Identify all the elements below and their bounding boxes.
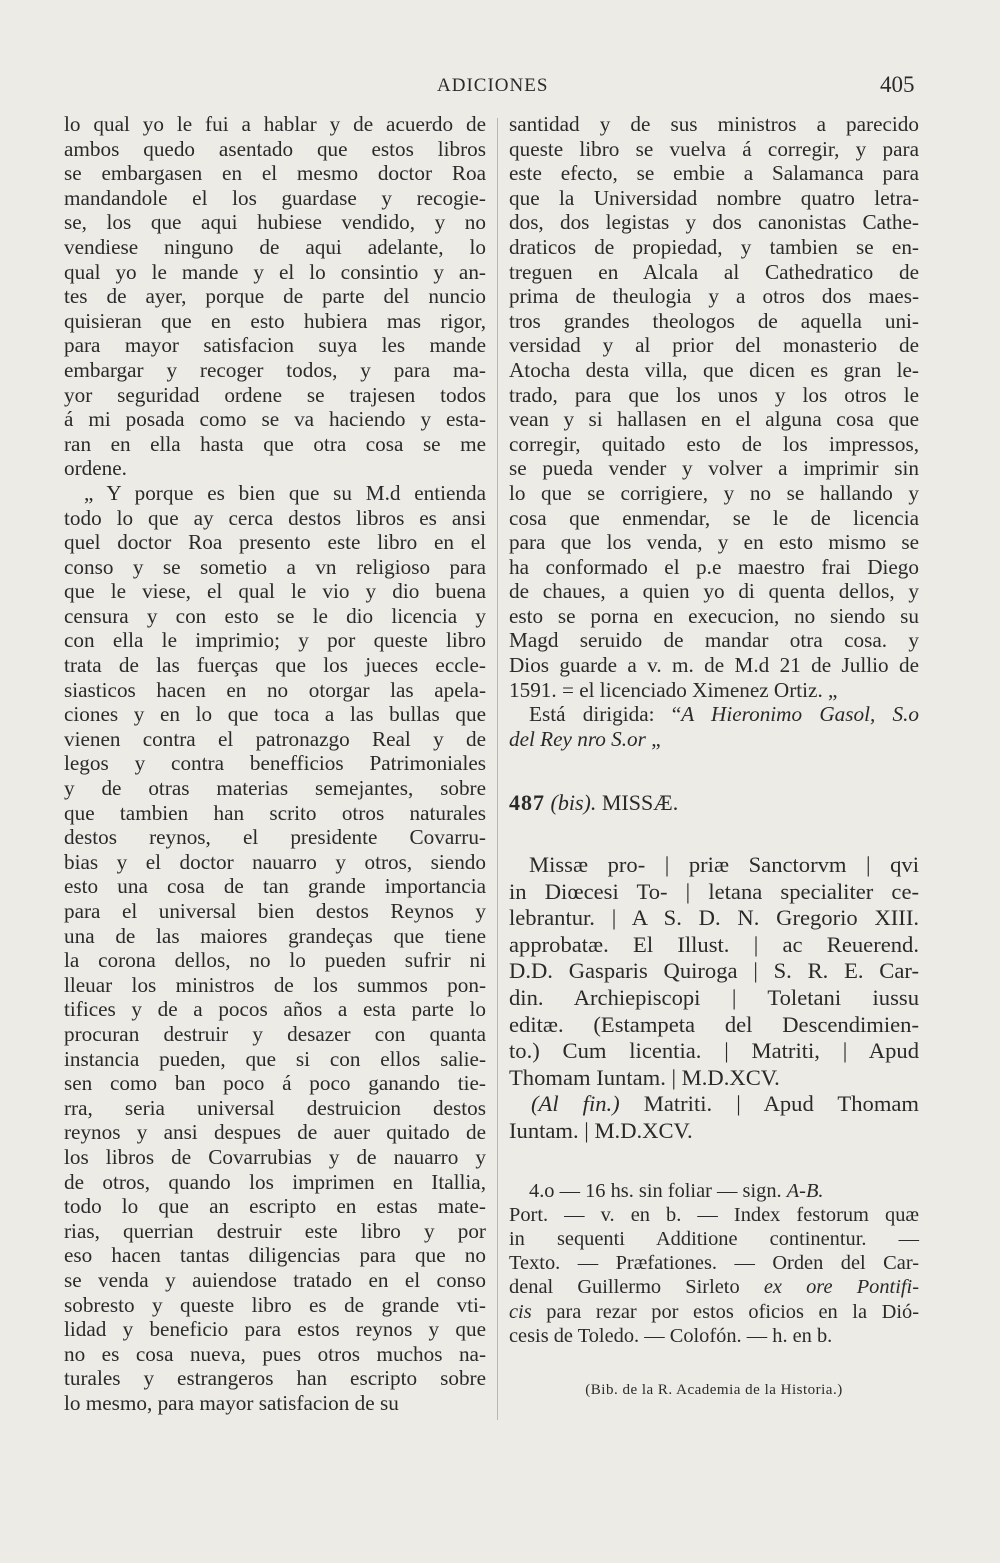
text-line: bias y el doctor nauarro y otros, siendo	[64, 849, 486, 874]
text-line: se, los que aqui hubiese vendido, y no	[64, 210, 486, 235]
title-line: editæ. (Estampeta del Descendimien-	[509, 1011, 919, 1037]
text-line: tes de ayer, porque de parte del nuncio	[64, 284, 486, 309]
title-line: in Diœcesi To- | letana specialiter ce-	[509, 878, 919, 904]
text-line: ran en ella hasta que otra cosa se me	[64, 431, 486, 456]
text-line: lo qual yo le fui a hablar y de acuerdo de	[64, 112, 486, 136]
text-line: vendiese ninguno de aqui adelante, lo	[64, 234, 486, 259]
description-line: in sequenti Additione continentur. —	[509, 1227, 919, 1250]
text-line: este efecto, se embie a Salamanca para	[509, 161, 919, 186]
entry-bis: (bis).	[550, 790, 597, 816]
text-line: rra, seria universal destruicion destos	[64, 1095, 486, 1120]
text-line: lo mesmo, para mayor satisfacion de su	[64, 1390, 399, 1415]
colophon-line-2: Iuntam. | M.D.XCV.	[509, 1117, 693, 1143]
running-head	[0, 72, 1000, 102]
text-line: destos reynos, el presidente Covarru-	[64, 825, 486, 850]
text-line: mandandole el los guardase y recogie-	[64, 185, 486, 210]
text-line: se pueda vender y volver a imprimir sin	[509, 456, 919, 481]
text-line: ordene.	[64, 456, 127, 481]
title-line: approbatæ. El Illust. | ac Reuerend.	[509, 931, 919, 957]
source-note: (Bib. de la R. Academia de la Historia.)	[585, 1381, 843, 1398]
text-line: 1591. = el licenciado Ximenez Ortiz. „	[509, 677, 838, 702]
text-line: qual yo le mande y el lo consintio y an-	[64, 259, 486, 284]
text-line: todo lo que an escripto en estas mate-	[64, 1194, 486, 1219]
title-line: lebrantur. | A S. D. N. Gregorio XIII.	[509, 905, 919, 931]
text-line: vienen contra el patronazgo Real y de	[64, 726, 486, 751]
text-line: lleuar los ministros de los summos pon-	[64, 972, 486, 997]
text-line: „ Y porque es bien que su M.d entienda	[84, 480, 486, 505]
text-line: rias, querrian destruir este libro y por	[64, 1218, 486, 1243]
entry-heading	[509, 791, 919, 816]
text-line: para el universal bien destos Reynos y	[64, 899, 486, 923]
text-line: eso hacen tantas diligencias para que no	[64, 1243, 486, 1268]
text-line: dos, dos legistas y dos canonistas Cathe-	[509, 210, 919, 235]
text-line: instancia pueden, que si con ellos salie-	[64, 1046, 486, 1071]
text-line: esto una cosa de tan grande importancia	[64, 874, 486, 899]
text-line: santidad y de sus ministros a parecido	[509, 112, 919, 136]
text-line: siasticos hacen en no otorgar las apela-	[64, 677, 486, 702]
text-line: prima de theulogia y a otros dos maes-	[509, 284, 919, 309]
text-line: embargar y recoger todos, y para ma-	[64, 357, 486, 382]
text-line: yor seguridad ordene se trajesen todos	[64, 382, 486, 407]
text-line: sobresto y queste libro es de grande vti-	[64, 1292, 486, 1317]
addressee-name: A Hieronimo Gasol, S.o	[681, 702, 920, 727]
entry-title: MISSÆ.	[601, 790, 679, 816]
title-line: Thomam Iuntam. | M.D.XCV.	[509, 1064, 780, 1090]
title-line: to.) Cum licentia. | Matriti, | Apud	[509, 1038, 919, 1064]
column-divider	[497, 118, 498, 1420]
text-line: procuran destruir y desazer con quanta	[64, 1021, 486, 1046]
page-number: 405	[880, 72, 915, 97]
title-line: Missæ pro- | priæ Sanctorvm | qvi	[529, 852, 919, 878]
description-line: cis para rezar por estos oficios en la Dió-	[509, 1300, 919, 1323]
text-line: no es cosa nueva, pues otros muchos na-	[64, 1341, 486, 1366]
text-line: para mayor satisfacion suya les mande	[64, 333, 486, 358]
letter-continuation	[509, 112, 919, 702]
text-line: reynos y ansi despues de auer quitado de	[64, 1120, 486, 1145]
text-line: turales y estrangeros han escripto sobre	[64, 1366, 486, 1391]
text-line: tifices y de a pocos años a esta parte lo	[64, 997, 486, 1022]
text-line: Atocha desta villa, que dicen es gran le-	[509, 357, 919, 382]
description-line: Port. — v. en b. — Index festorum quæ	[509, 1203, 919, 1226]
text-line: Dios guarde a v. m. de M.d 21 de Jullio de	[509, 653, 919, 678]
text-line: treguen en Alcala al Cathedratico de	[509, 259, 919, 284]
text-line: conso y se sometio a vn religioso para	[64, 554, 486, 579]
text-line: corregir, quitado esto de los impressos,	[509, 431, 919, 456]
collation-line: 4.o — 16 hs. sin foliar — sign. A-B.	[529, 1179, 824, 1202]
text-line: se venda y auiendose tratado en el conso	[64, 1267, 486, 1292]
text-line: lo que se corrigiere, y no se hallando y	[509, 480, 919, 505]
text-line: ambos quedo asentado que estos libros	[64, 136, 486, 161]
text-line: con ella le imprimio; y por queste libro	[64, 628, 486, 653]
colophon-line: (Al fin.) Matriti. | Apud Thomam	[531, 1091, 920, 1117]
text-line: que tambien han scrito otros naturales	[64, 800, 486, 825]
text-line: la corona dellos, no lo pueden sufrir ni	[64, 948, 486, 973]
colophon-label: (Al fin.)	[531, 1091, 620, 1117]
text-line: tros grandes theologos de aquella uni-	[509, 308, 919, 333]
text-line: ha conformado el p.e maestro frai Diego	[509, 554, 919, 579]
text-line: y de otras materias semejantes, sobre	[64, 776, 486, 801]
addressee-line-2: del Rey nro S.or „	[509, 726, 661, 751]
title-line: din. Archiepiscopi | Toletani iussu	[509, 985, 919, 1010]
text-line: todo lo que ay cerca destos libros es ansi	[64, 505, 486, 530]
text-line: se embargasen en el mesmo doctor Roa	[64, 161, 486, 186]
description-line: cesis de Toledo. — Colofón. — h. en b.	[509, 1324, 833, 1347]
text-line: quel doctor Roa presento este libro en el	[64, 530, 486, 555]
text-line: vean y si hallasen en el alguna cosa que	[509, 407, 919, 432]
text-line: los libros de Covarrubias y de nauarro y	[64, 1144, 486, 1169]
running-title: ADICIONES	[437, 75, 549, 96]
text-line: cosa que enmendar, se le de licencia	[509, 505, 919, 530]
right-column	[509, 112, 919, 1403]
text-line: lidad y beneficio para estos reynos y que	[64, 1317, 486, 1342]
book-title-transcription	[509, 852, 919, 1145]
text-line: Magd seruido de mandar otra cosa. y	[509, 628, 919, 653]
text-line: legos y contra benefficios Patrimoniales	[64, 751, 486, 776]
text-line: trado, para que los unos y los otros le	[509, 382, 919, 407]
text-line: de chaues, a quien yo di quenta dellos, y	[509, 579, 919, 604]
addressee-title: del Rey nro S.or	[509, 726, 646, 751]
text-line: para que los venda, y en esto mismo se	[509, 530, 919, 555]
description-line: denal Guillermo Sirleto ex ore Pontifi-	[509, 1276, 919, 1299]
text-line: que la Universidad nombre quatro letra-	[509, 185, 919, 210]
description-line: Texto. — Præfationes. — Orden del Car-	[509, 1252, 919, 1275]
title-line: D.D. Gasparis Quiroga | S. R. E. Car-	[509, 958, 919, 984]
addressee-line: Está dirigida: “A Hieronimo Gasol, S.o	[529, 702, 920, 727]
text-line: versidad y al prior del monasterio de	[509, 333, 919, 358]
text-line: de otros, quando los imprimen en Itallia,	[64, 1169, 486, 1194]
text-line: quisieran que en esto hubiera mas rigor,	[64, 308, 486, 333]
text-line: una de las maiores grandeças que tiene	[64, 923, 486, 948]
text-line: ciones y en lo que toca a las bullas que	[64, 702, 486, 727]
text-line: sen como ban poco á poco ganando tie-	[64, 1071, 486, 1096]
entry-number: 487	[509, 790, 545, 816]
bibliographic-description	[509, 1179, 919, 1348]
text-line: draticos de propiedad, y tambien se en-	[509, 234, 919, 259]
text-line: esto se porna en execucion, no siendo su	[509, 603, 919, 628]
text-line: á mi posada como se va haciendo y esta-	[64, 407, 486, 432]
text-line: que le viese, el qual le vio y dio buena	[64, 579, 486, 604]
text-line: censura y con esto se le dio licencia y	[64, 603, 486, 628]
left-column	[64, 112, 486, 1415]
text-line: queste libro se vuelva á corregir, y para	[509, 136, 919, 161]
text-line: trata de las fuerças que los jueces eccle-	[64, 653, 486, 678]
